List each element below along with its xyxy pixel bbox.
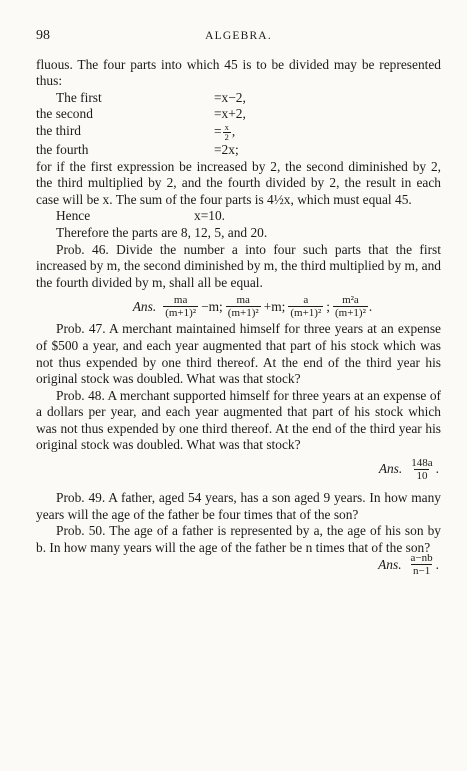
eq-expr: =2x; <box>214 141 239 157</box>
paragraph-intro: fluous. The four parts into which 45 is to be divided may be represented thus: <box>36 56 441 89</box>
eq-row-third <box>36 123 441 142</box>
numerator: 148a <box>411 457 433 470</box>
eq-label: the second <box>36 106 93 122</box>
fraction <box>226 294 261 319</box>
denominator: (m+1)² <box>335 307 366 320</box>
running-title: ALGEBRA. <box>205 30 272 42</box>
problem-50: Prob. 50. The age of a father is represented by a, the age of his son by b. In how many years will the age of the father be n times that of the son? <box>36 523 441 555</box>
denominator: 10 <box>416 470 428 483</box>
fraction <box>333 294 368 319</box>
eq-row-hence <box>36 208 441 225</box>
punct: , <box>231 123 236 139</box>
eq-row-first <box>36 90 441 107</box>
eq-sign: = <box>214 123 222 139</box>
denominator: n−1 <box>412 565 431 578</box>
fraction <box>409 457 434 482</box>
paragraph-explanation: for if the first expression be increased by 2, the second diminished by 2, the third multiplied by 2, and the fourth divided by 2, the result in each case will be x. The sum of the four parts is 4½x, which must equal 45. <box>36 158 441 207</box>
eq-label: the third <box>36 122 81 138</box>
eq-expr: x=10. <box>194 208 225 224</box>
problem-47: Prob. 47. A merchant maintained himself for three years at an expense of $500 a year, and each year augmented that part of his stock which was not thus expended by one third thereof. At the end of the third year his original stock was doubled. What was that stock? <box>36 321 441 387</box>
term-sep: +m; <box>263 298 286 314</box>
numerator: a−nb <box>410 552 433 565</box>
eq-expr: =x−2, <box>214 89 246 105</box>
problem-46: Prob. 46. Divide the number a into four such parts that the first increased by m, the second diminished by m, the third multiplied by m, and the fourth divided by m, shall all be equal. <box>36 241 441 290</box>
denominator: (m+1)² <box>227 307 259 320</box>
ans-label: Ans. <box>378 461 403 477</box>
fraction <box>409 552 435 577</box>
page-header <box>36 28 441 45</box>
numerator: m²a <box>342 294 359 307</box>
fraction <box>288 294 323 319</box>
term-sep: −m; <box>201 298 223 314</box>
ans-label: Ans. <box>378 556 402 572</box>
term-sep: ; <box>326 298 330 314</box>
eq-label: The first <box>56 89 102 105</box>
term-sep: . <box>435 556 439 572</box>
eq-row-fourth <box>36 142 441 159</box>
eq-row-second <box>36 106 441 123</box>
fraction <box>223 123 231 142</box>
eq-expr <box>214 123 235 142</box>
numerator: ma <box>173 294 188 307</box>
paragraph-therefore: Therefore the parts are 8, 12, 5, and 20. <box>56 224 268 240</box>
answer-48 <box>36 457 441 482</box>
ans-label: Ans. <box>132 298 157 314</box>
eq-label: the fourth <box>36 141 89 157</box>
numerator: x <box>224 121 229 132</box>
numerator: a <box>303 294 309 307</box>
numerator: ma <box>236 294 250 307</box>
fraction <box>163 294 198 319</box>
problem-49: Prob. 49. A father, aged 54 years, has a son aged 9 years. In how many years will the age of the father be four times that of the son? <box>36 490 441 522</box>
eq-expr: =x+2, <box>214 106 246 122</box>
denominator: 2 <box>224 131 229 142</box>
problem-48: Prob. 48. A merchant supported himself for three years at an expense of a dollars per year, and each year augmented that part of his stock which was not thus expended by one third thereof. At the end of the third year his original stock was doubled. What was that stock? <box>36 387 441 453</box>
term-sep: . <box>368 298 373 314</box>
denominator: (m+1)² <box>290 307 322 320</box>
page-number: 98 <box>36 28 50 43</box>
term-sep: . <box>435 461 439 477</box>
answer-46 <box>36 294 441 319</box>
eq-label: Hence <box>56 208 91 224</box>
denominator: (m+1)² <box>165 307 197 320</box>
